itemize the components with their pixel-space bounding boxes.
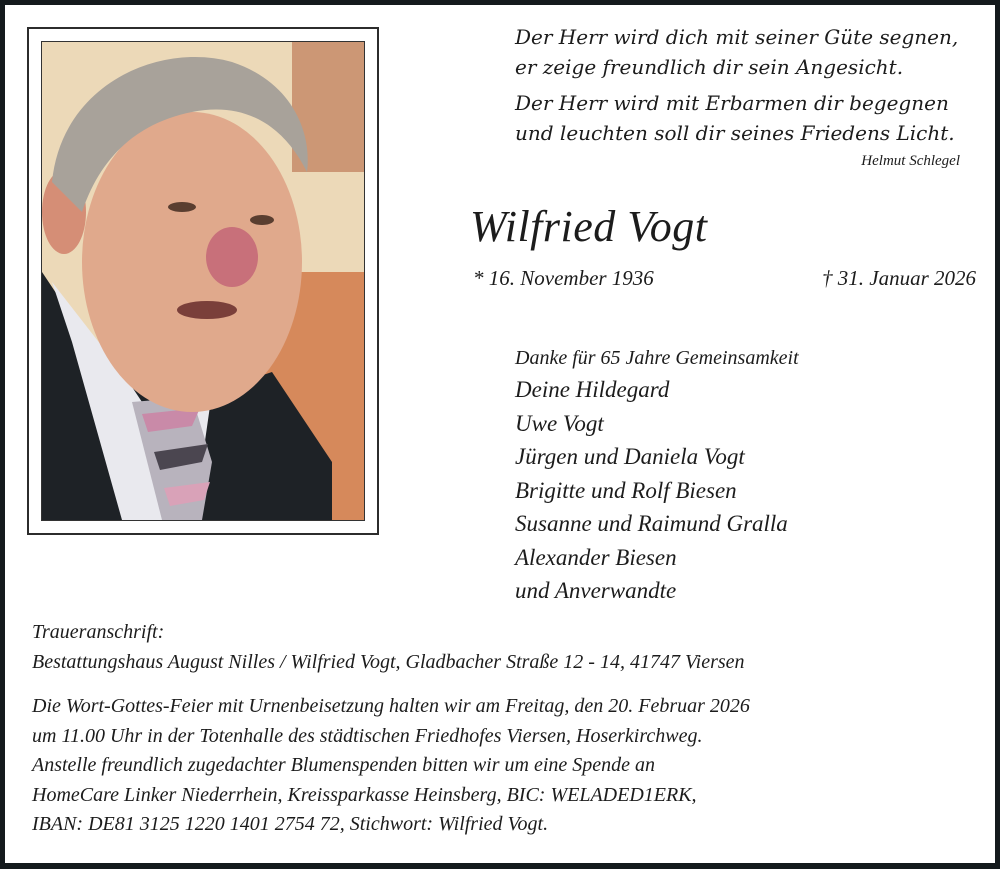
- service-line: HomeCare Linker Niederrhein, Kreissparkasse Heinsberg, BIC: WELADED1ERK,: [32, 783, 697, 806]
- mourner-name: Uwe Vogt: [515, 410, 604, 436]
- bible-quote: [515, 22, 985, 154]
- service-line: Anstelle freundlich zugedachter Blumenspenden bitten wir um eine Spende an: [32, 754, 656, 776]
- mourner-name: und Anverwandte: [515, 578, 677, 603]
- address-line: Bestattungshaus August Nilles / Wilfried Vogt, Gladbacher Straße 12 - 14, 41747 Viersen: [32, 651, 745, 673]
- service-line: um 11.00 Uhr in der Totenhalle des städtischen Friedhofes Viersen, Hoserkirchweg.: [32, 724, 703, 747]
- mourning-address: [32, 617, 745, 677]
- portrait-illustration: [42, 42, 364, 520]
- quote-line: er zeige freundlich dir sein Angesicht.: [515, 55, 904, 79]
- mourners-list: [515, 343, 799, 608]
- address-label: Traueranschrift:: [32, 621, 165, 643]
- quote-line: und leuchten soll dir seines Friedens Licht.: [515, 121, 955, 145]
- quote-line: Der Herr wird dich mit seiner Güte segnen,: [515, 25, 959, 49]
- quote-author: Helmut Schlegel: [861, 153, 960, 169]
- mourner-name: Brigitte und Rolf Biesen: [515, 477, 737, 503]
- obituary-notice: [5, 5, 995, 863]
- birth-date: * 16. November 1936: [473, 266, 654, 290]
- thanks-line: Danke für 65 Jahre Gemeinsamkeit: [515, 347, 799, 369]
- mourner-name: Jürgen und Daniela Vogt: [515, 444, 745, 469]
- photo-frame: [27, 27, 379, 535]
- service-line: IBAN: DE81 3125 1220 1401 2754 72, Stichwort: Wilfried Vogt.: [32, 813, 549, 835]
- portrait-photo: [41, 41, 365, 521]
- mourner-name: Susanne und Raimund Gralla: [515, 511, 788, 536]
- mourner-name: Deine Hildegard: [515, 377, 670, 402]
- death-date: † 31. Januar 2026: [822, 266, 976, 290]
- service-details: [32, 692, 982, 840]
- deceased-name: Wilfried Vogt: [470, 202, 708, 251]
- service-line: Die Wort-Gottes-Feier mit Urnenbeisetzung halten wir am Freitag, den 20. Februar 2026: [32, 695, 750, 717]
- quote-line: Der Herr wird mit Erbarmen dir begegnen: [515, 91, 949, 115]
- mourner-name: Alexander Biesen: [515, 544, 677, 570]
- life-dates: [473, 266, 976, 291]
